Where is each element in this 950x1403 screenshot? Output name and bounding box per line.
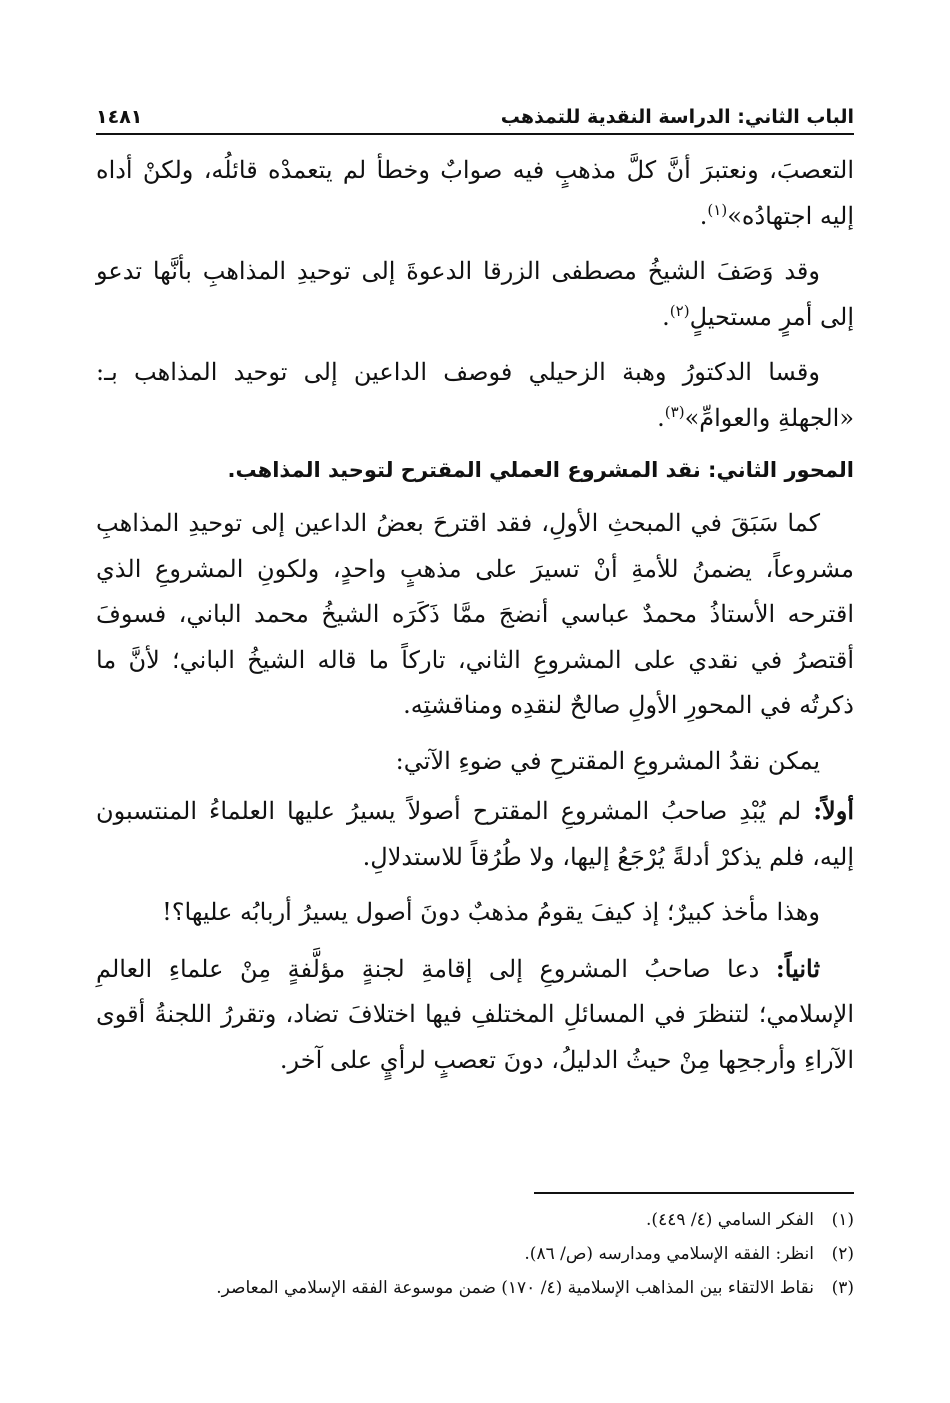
running-header xyxy=(96,98,854,128)
main-text xyxy=(96,148,854,1093)
footnote-number: (١) xyxy=(831,1210,854,1230)
paragraph-1 xyxy=(96,148,854,239)
paragraph-2-text: وقد وَصَفَ الشيخُ مصطفى الزرقا الدعوةَ إلى توحيدِ المذاهبِ بأنَّها تدعو إلى أمرٍ مستحيلٍ xyxy=(96,257,854,331)
footnote-number: (٣) xyxy=(831,1278,854,1298)
paragraph-8-text: دعا صاحبُ المشروعِ إلى إقامةِ لجنةٍ مؤلَّفةٍ مِنْ علماءِ العالمِ الإسلامي؛ لتنظرَ في المسائلِ المختلفِ فيها اختلافَ تضاد، وتقررُ اللجنةُ أقوى الآراءِ وأرجحِها مِنْ حيثُ الدليلُ، دونَ تعصبٍ لرأيٍ على آخر. xyxy=(96,954,854,1074)
footnote-text: الفكر السامي (٤/ ٤٤٩). xyxy=(646,1210,814,1230)
footnote-rule xyxy=(534,1192,854,1194)
chapter-title: الباب الثاني: الدراسة النقدية للتمذهب xyxy=(500,106,854,128)
footnote-ref-1: (١) xyxy=(707,200,728,219)
footnote-item xyxy=(96,1271,854,1305)
footnote-text: نقاط الالتقاء بين المذاهب الإسلامية (٤/ ١٧٠) ضمن موسوعة الفقه الإسلامي المعاصر. xyxy=(216,1278,814,1298)
paragraph-3-text: وقسا الدكتورُ وهبة الزحيلي فوصف الداعين إلى توحيد المذاهب بـ: «الجهلةِ والعوامِّ» xyxy=(96,358,854,432)
footnote-text: انظر: الفقه الإسلامي ومدارسه (ص/ ٨٦). xyxy=(524,1244,814,1264)
footnotes xyxy=(96,1203,854,1305)
footnote-ref-3: (٣) xyxy=(664,402,685,421)
header-rule xyxy=(96,133,854,135)
footnote-item xyxy=(96,1237,854,1271)
paragraph-7: وهذا مأخذ كبيرٌ؛ إذ كيفَ يقومُ مذهبٌ دونَ أصول يسيرُ أربابُه عليها؟! xyxy=(162,898,820,926)
paragraph-6 xyxy=(96,788,854,880)
footnote-number: (٢) xyxy=(831,1244,854,1264)
point-one-label: أولاً: xyxy=(813,796,854,825)
paragraph-3 xyxy=(96,350,854,441)
paragraph-3-end: . xyxy=(657,403,665,432)
footnote-item xyxy=(96,1203,854,1237)
section-heading: المحور الثاني: نقد المشروع العملي المقترح لتوحيد المذاهب. xyxy=(227,458,854,482)
point-two-label: ثانياً: xyxy=(775,953,820,983)
paragraph-4: كما سَبَقَ في المبحثِ الأولِ، فقد اقترحَ بعضُ الداعين إلى توحيدِ المذاهبِ مشروعاً، يضمنُ للأمةِ أنْ تسيرَ على مذهبٍ واحدٍ، ولكونِ المشروعِ الذي اقترحه الأستاذُ محمدٌ عباسي أنضجَ ممَّا ذَكَرَه الشيخُ محمد الباني، فسوفَ أقتصرُ في نقدي على المشروعِ الثاني، تاركاً ما قاله الشيخُ الباني؛ لأنَّ ما ذكرتُه في المحورِ الأولِ صالحٌ لنقدِه ومناقشتِه. xyxy=(96,509,855,719)
paragraph-2 xyxy=(96,249,854,340)
paragraph-8 xyxy=(96,946,854,1084)
paragraph-5: يمكن نقدُ المشروعِ المقترحِ في ضوءِ الآتي: xyxy=(395,746,820,775)
paragraph-2-end: . xyxy=(662,302,670,331)
footnote-ref-2: (٢) xyxy=(669,301,690,320)
page-number: ١٤٨١ xyxy=(96,106,143,128)
paragraph-1-end: . xyxy=(699,201,708,230)
paragraph-6-text: لم يُبْدِ صاحبُ المشروعِ المقترح أصولاً يسيرُ عليها العلماءُ المنتسبون إليه، فلم يذكرْ أدلةً يُرْجَعُ إليها، ولا طُرُقاً للاستدلالِ. xyxy=(96,797,854,871)
paragraph-1-text: التعصبَ، ونعتبرَ أنَّ كلَّ مذهبٍ فيه صوابٌ وخطأ لم يتعمدْه قائلُه، ولكنْ أداه إليه اجتهادُه» xyxy=(96,156,854,230)
